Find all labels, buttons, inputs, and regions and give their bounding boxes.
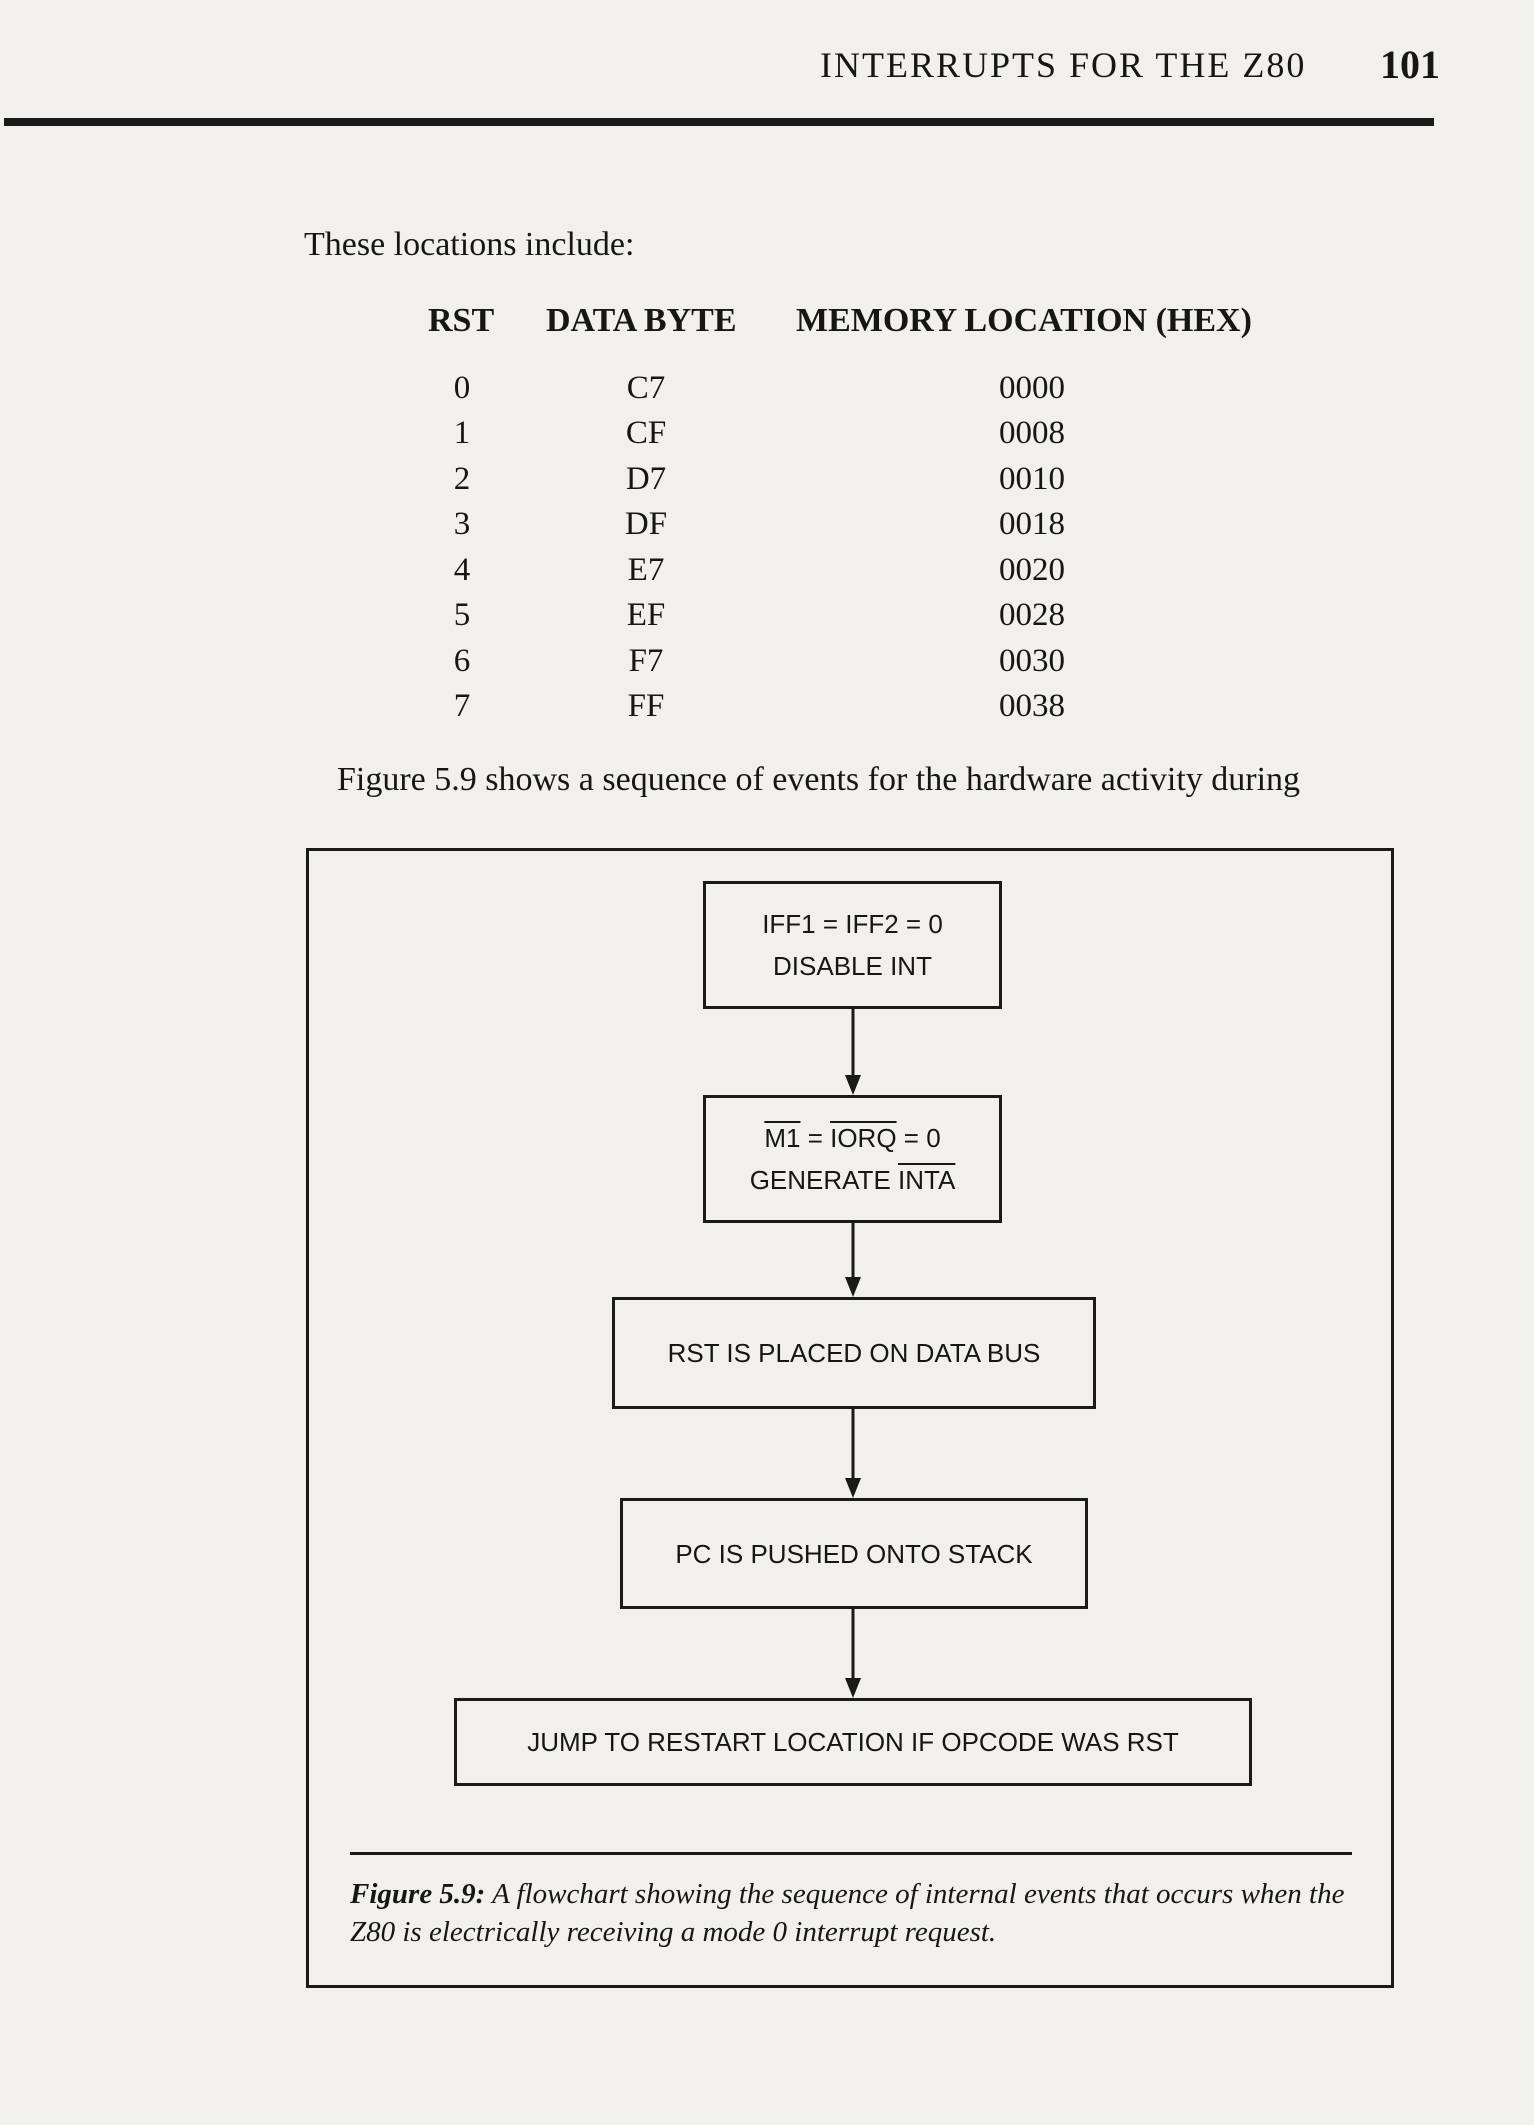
table-cell: 0000 — [999, 370, 1065, 406]
table-cell: EF — [626, 597, 666, 633]
step2-line1 — [764, 1117, 940, 1159]
table-cell: 1 — [453, 415, 471, 451]
caption-text: A flowchart showing the sequence of internal events that occurs when the Z80 is electrically receiving a mode 0 interrupt request. — [350, 1878, 1345, 1948]
table-cell: 4 — [453, 552, 471, 588]
table-cell: 3 — [453, 506, 471, 542]
step4-text: PC IS PUSHED ONTO STACK — [675, 1538, 1033, 1569]
table-cell: 0030 — [999, 643, 1065, 679]
table-cell: 6 — [453, 643, 471, 679]
table-cell: 0018 — [999, 506, 1065, 542]
running-title: INTERRUPTS FOR THE Z80 — [820, 45, 1307, 85]
figure-caption — [350, 1875, 1360, 1951]
flowchart-step-disable-int — [703, 881, 1002, 1009]
generate-text: GENERATE — [749, 1165, 899, 1195]
table-cell: CF — [625, 415, 667, 451]
table-cell: F7 — [628, 643, 664, 679]
table-cell: DF — [624, 506, 668, 542]
flowchart-step-jump-restart — [454, 1698, 1252, 1786]
table-cell: 0 — [453, 370, 471, 406]
table-header-rst: RST — [428, 302, 495, 339]
m1-signal: M1 — [764, 1123, 801, 1153]
equals-text: = — [800, 1123, 831, 1153]
table-cell: 0008 — [999, 415, 1065, 451]
caption-label: Figure 5.9: — [350, 1878, 486, 1910]
page-number: 101 — [1380, 42, 1440, 87]
equals-zero-text: = 0 — [896, 1123, 941, 1153]
table-cell: 0038 — [999, 688, 1065, 724]
table-cell: 5 — [453, 597, 471, 633]
table-cell: 0028 — [999, 597, 1065, 633]
step5-text: JUMP TO RESTART LOCATION IF OPCODE WAS RST — [527, 1727, 1179, 1757]
table-cell: 7 — [453, 688, 471, 724]
table-cell: C7 — [626, 370, 666, 406]
flowchart-step-push-pc — [620, 1498, 1088, 1609]
table-header-memory-location: MEMORY LOCATION (HEX) — [796, 302, 1252, 339]
table-cell: 2 — [453, 461, 471, 497]
step1-line1: IFF1 = IFF2 = 0 — [762, 909, 943, 939]
flowchart-step-generate-inta — [703, 1095, 1002, 1223]
table-cell: FF — [627, 688, 665, 724]
table-cell: 0010 — [999, 461, 1065, 497]
table-cell: D7 — [625, 461, 667, 497]
body-paragraph: Figure 5.9 shows a sequence of events for the hardware activity during — [337, 761, 1301, 798]
intro-text: These locations include: — [304, 226, 635, 263]
step2-line2 — [750, 1159, 956, 1201]
table-cell: E7 — [627, 552, 665, 588]
caption-rule — [350, 1852, 1352, 1855]
table-cell: 0020 — [999, 552, 1065, 588]
step3-text: RST IS PLACED ON DATA BUS — [667, 1338, 1041, 1368]
inta-signal: INTA — [898, 1165, 956, 1195]
flowchart-step-rst-on-bus — [612, 1297, 1096, 1409]
step1-line2: DISABLE INT — [773, 951, 932, 981]
table-header-data-byte: DATA BYTE — [546, 302, 737, 339]
iorq-signal: IORQ — [830, 1123, 897, 1153]
